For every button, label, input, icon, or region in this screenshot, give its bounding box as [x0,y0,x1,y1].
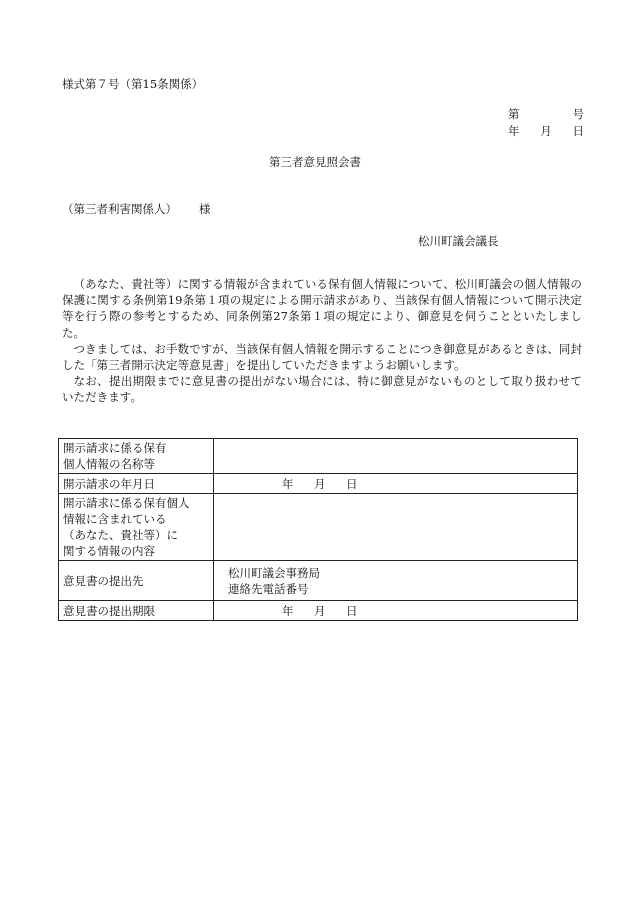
body-paragraph: （あなた、貴社等）に関する情報が含まれている保有個人情報について、松川町議会の個人情報の保護に関する条例第19条第１項の規定による開示請求があり、当該保有個人情報について開示決定等を行う際の参考とするため、同条例第27条第１項の規定により、御意見を伺うことといたしました。 [62,277,582,340]
row-value [214,439,578,474]
table-row [59,494,578,561]
recipient [62,204,211,216]
document-title: 第三者意見照会書 [269,155,361,169]
number-suffix: 号 [572,107,584,121]
table-row [59,474,578,494]
info-table [58,438,578,621]
reference-date [508,126,584,138]
table-row [59,601,578,621]
row-value [214,494,578,561]
row-value: 松川町議会事務局 連絡先電話番号 [214,561,578,601]
date-month: 月 [540,124,552,138]
table-row [59,439,578,474]
recipient-honorific: 様 [199,202,211,216]
reference-number [508,109,584,121]
request-date: 年 月 日 [282,476,358,491]
table-row [59,561,578,601]
date-year: 年 [508,124,520,138]
row-label: 開示請求に係る保有 個人情報の名称等 [59,439,214,474]
body-paragraph: なお、提出期限までに意見書の提出がない場合には、特に御意見がないものとして取り扱わせていただきます。 [62,374,582,405]
row-label: 意見書の提出先 [59,561,214,601]
row-label: 意見書の提出期限 [59,601,214,621]
recipient-name: （第三者利害関係人） [62,202,177,216]
row-value [214,474,578,494]
sender: 松川町議会議長 [418,234,499,248]
form-number: 様式第７号（第15条関係） [62,77,204,91]
row-label: 開示請求の年月日 [59,474,214,494]
deadline-date: 年 月 日 [282,603,358,618]
number-label: 第 [508,107,520,121]
date-day: 日 [572,124,584,138]
row-label: 開示請求に係る保有個人 情報に含まれている （あなた、貴社等）に 関する情報の内容 [59,494,214,561]
body-paragraph: つきましては、お手数ですが、当該保有個人情報を開示することにつき御意見があるときは、同封した「第三者開示決定等意見書」を提出していただきますようお願いします。 [62,341,582,373]
row-value [214,601,578,621]
body-text [62,276,582,406]
